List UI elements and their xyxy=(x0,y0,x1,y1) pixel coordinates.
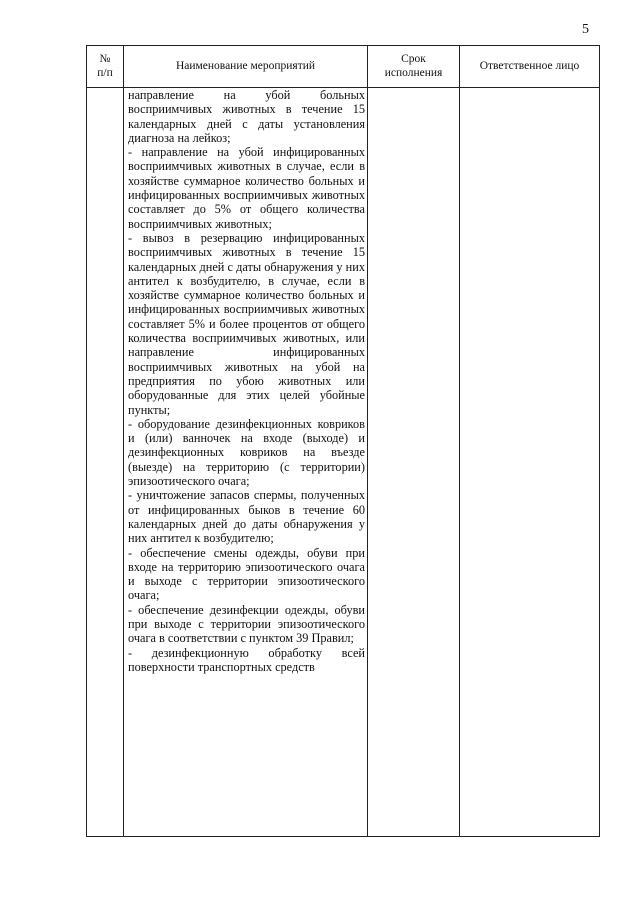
header-measure-name: Наименование мероприятий xyxy=(124,46,368,88)
measure-paragraph: - обеспечение смены одежды, обуви при входе на территорию эпизоотического очага и выходе с территории эпизоотического очага; xyxy=(128,545,365,603)
measure-paragraph: направление на убой больных восприимчивых животных в течение 15 календарных дней с даты установления диагноза на лейкоз; xyxy=(128,88,365,145)
header-responsible: Ответственное лицо xyxy=(460,46,600,88)
cell-deadline xyxy=(368,88,460,837)
cell-responsible xyxy=(460,88,600,837)
measure-paragraph: - уничтожение запасов спермы, полученных от инфицированных быков в течение 60 календарных дней до даты обнаружения у них антител к возбудителю; xyxy=(128,488,365,546)
measure-paragraph: - направление на убой инфицированных восприимчивых животных в случае, если в хозяйстве суммарное количество больных и инфицированных восприимчивых животных составляет до 5% от общего количества восприимчивых животных; xyxy=(128,145,365,231)
measure-paragraph: - дезинфекционную обработку всей поверхности транспортных средств xyxy=(128,645,365,674)
measure-paragraph: - оборудование дезинфекционных ковриков и (или) ванночек на входе (выходе) и дезинфекционных ковриков на въезде (выезде) на территорию (с территории) эпизоотического очага; xyxy=(128,416,365,489)
measures-text xyxy=(124,88,367,674)
measure-paragraph: - вывоз в резервацию инфицированных восприимчивых животных в течение 15 календарных дней с даты обнаружения у них антител к возбудителю, в случае, если в хозяйстве суммарное количество больных и инфицированных восприимчивых животных составляет 5% и более процентов от общего количества восприимчивых животных, или направление инфицированных восприимчивых животных на убой на предприятия по убою животных или оборудованные для этих целей убойные пункты; xyxy=(128,230,365,417)
measure-paragraph: - обеспечение дезинфекции одежды, обуви при выходе с территории эпизоотического очага в соответствии с пунктом 39 Правил; xyxy=(128,602,365,646)
page-number: 5 xyxy=(582,22,589,37)
table-header-row xyxy=(87,46,600,88)
header-number: № п/п xyxy=(87,46,124,88)
header-deadline: Срок исполнения xyxy=(368,46,460,88)
cell-number xyxy=(87,88,124,837)
measures-table xyxy=(86,45,600,837)
table-row xyxy=(87,88,600,837)
cell-measures xyxy=(124,88,368,837)
